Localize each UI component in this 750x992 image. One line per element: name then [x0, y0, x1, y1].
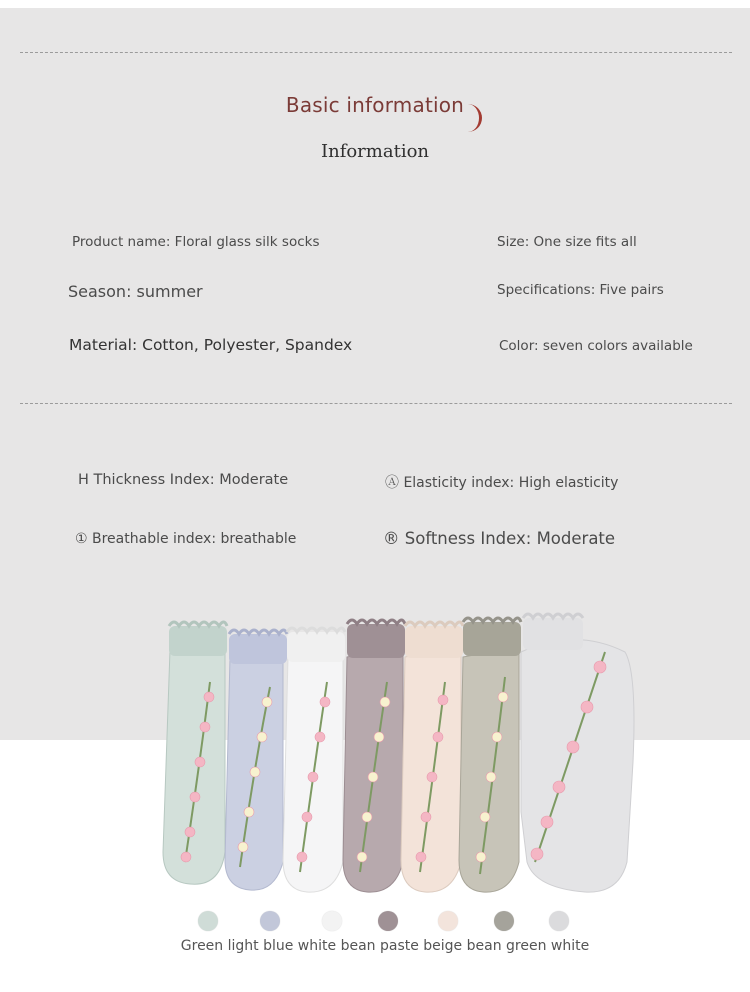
swatch-white[interactable] — [322, 911, 342, 931]
swatch-bean-green[interactable] — [494, 911, 514, 931]
specifications-info: Specifications: Five pairs — [497, 282, 664, 298]
sock-bean-green — [459, 618, 521, 892]
sock-beige — [401, 622, 463, 892]
swatch-bean-paste[interactable] — [378, 911, 398, 931]
sock-green — [163, 622, 227, 884]
swatch-white-2[interactable] — [549, 911, 569, 931]
swatch-green[interactable] — [198, 911, 218, 931]
material-info: Material: Cotton, Polyester, Spandex — [69, 336, 353, 354]
socks-product-image — [155, 612, 635, 902]
top-margin — [0, 0, 750, 8]
section-subtitle: Information — [320, 141, 430, 162]
season-info: Season: summer — [68, 282, 203, 301]
elasticity-index: Ⓐ Elasticity index: High elasticity — [385, 475, 619, 491]
softness-index: ® Softness Index: Moderate — [383, 529, 616, 548]
title-block — [0, 93, 750, 117]
breathable-index: ① Breathable index: breathable — [75, 531, 297, 547]
color-info: Color: seven colors available — [499, 338, 693, 354]
divider-top — [20, 52, 732, 53]
swatch-beige[interactable] — [438, 911, 458, 931]
size-info: Size: One size fits all — [497, 234, 637, 250]
sock-bean-paste — [343, 620, 405, 892]
section-title: Basic information — [285, 93, 465, 117]
thickness-index: H Thickness Index: Moderate — [78, 472, 289, 488]
swatch-light-blue[interactable] — [260, 911, 280, 931]
product-name: Product name: Floral glass silk socks — [72, 234, 320, 250]
color-caption: Green light blue white bean paste beige bean green white — [180, 938, 590, 954]
divider-middle — [20, 403, 732, 404]
sock-white — [283, 628, 345, 892]
